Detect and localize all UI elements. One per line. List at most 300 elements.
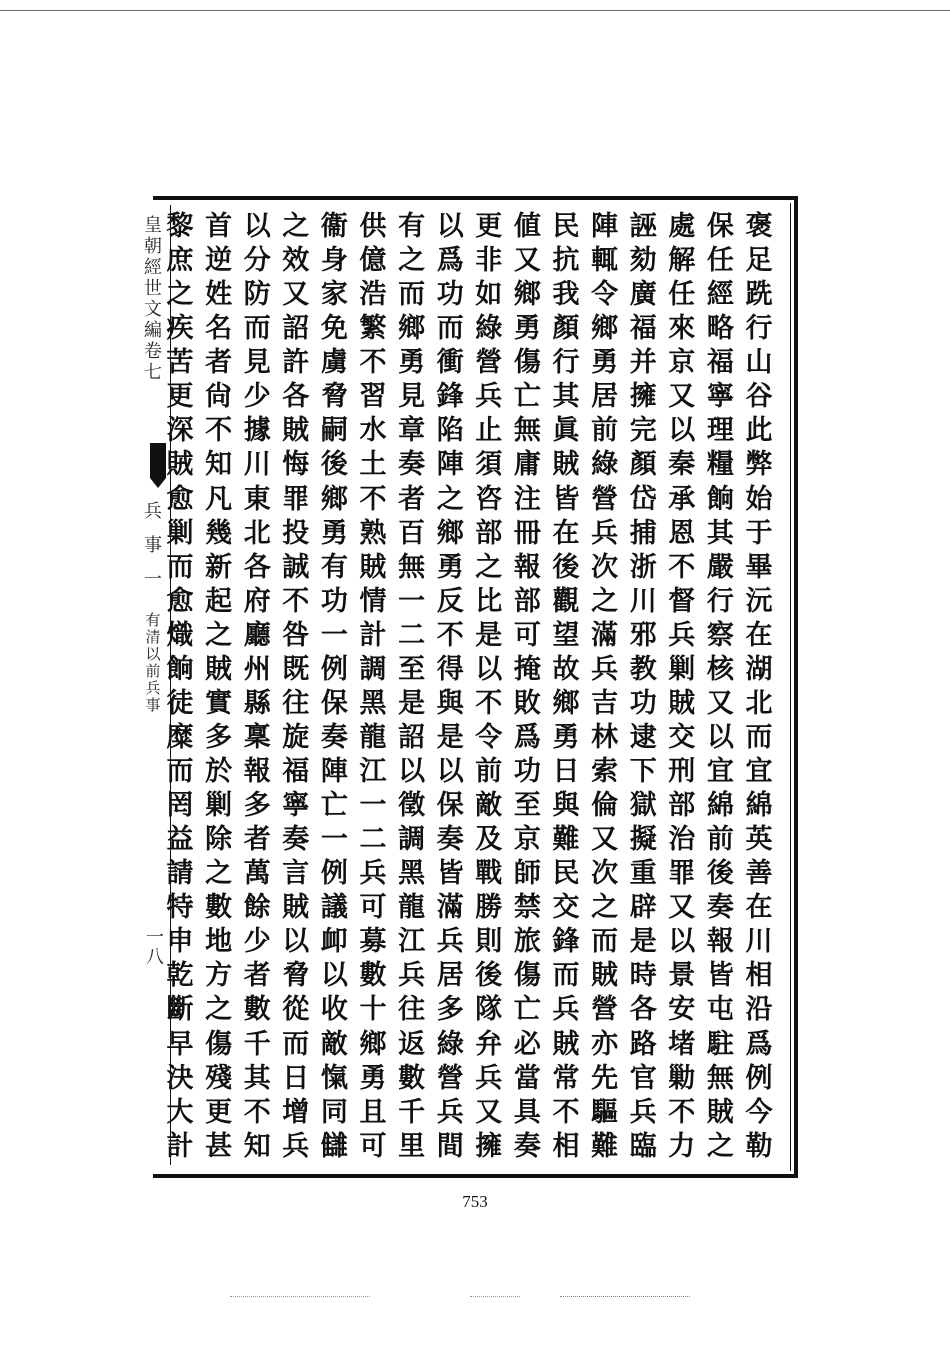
glyph: 部 xyxy=(668,790,696,822)
glyph: 之 xyxy=(282,211,310,242)
glyph: 教 xyxy=(629,653,657,685)
glyph: 少 xyxy=(243,381,271,413)
glyph: 兵 xyxy=(436,1096,464,1128)
glyph: 民 xyxy=(552,858,580,890)
glyph: 在 xyxy=(552,517,580,549)
glyph: 請 xyxy=(166,858,194,890)
glyph: 官 xyxy=(629,1062,657,1094)
glyph: 臨 xyxy=(629,1130,657,1162)
glyph: 民 xyxy=(552,211,580,242)
glyph: 深 xyxy=(166,415,194,447)
glyph: 計 xyxy=(359,619,387,651)
glyph: 勇 xyxy=(436,551,464,583)
glyph: 傷 xyxy=(513,960,541,992)
glyph: 殘 xyxy=(205,1062,233,1094)
glyph: 來 xyxy=(668,313,696,345)
glyph: 各 xyxy=(243,551,271,583)
glyph: 罔 xyxy=(166,790,194,822)
glyph: 之 xyxy=(436,483,464,515)
glyph: 督 xyxy=(668,585,696,617)
glyph: 以 xyxy=(436,211,464,242)
subsection-label: 有清以前兵事 xyxy=(145,611,161,714)
glyph: 亡 xyxy=(320,790,348,822)
glyph: 黑 xyxy=(398,858,426,890)
glyph: 里 xyxy=(398,1130,426,1162)
glyph: 鄉 xyxy=(552,687,580,719)
glyph: 居 xyxy=(591,381,619,413)
glyph: 下 xyxy=(629,756,657,787)
glyph: 如 xyxy=(475,279,503,311)
glyph: 福 xyxy=(629,313,657,345)
glyph: 當 xyxy=(513,1062,541,1094)
text-column xyxy=(393,212,431,1162)
glyph: 綿 xyxy=(706,790,734,822)
glyph: 水 xyxy=(359,415,387,447)
glyph: 尙 xyxy=(205,381,233,413)
glyph: 萬 xyxy=(243,858,271,890)
glyph: 相 xyxy=(745,960,773,992)
glyph: 兵 xyxy=(629,1096,657,1128)
glyph: 勇 xyxy=(359,1062,387,1094)
glyph: 且 xyxy=(359,1096,387,1128)
glyph: 奏 xyxy=(513,1130,541,1162)
glyph: 悔 xyxy=(282,449,310,481)
page-number: 753 xyxy=(462,1192,488,1211)
glyph: 浙 xyxy=(629,551,657,583)
glyph: 足 xyxy=(745,245,773,277)
glyph: 衞 xyxy=(320,211,348,242)
glyph: 益 xyxy=(166,824,194,856)
glyph: 功 xyxy=(320,585,348,617)
glyph: 州 xyxy=(243,653,271,685)
glyph: 部 xyxy=(475,517,503,549)
glyph: 議 xyxy=(320,892,348,924)
glyph: 力 xyxy=(668,1130,696,1162)
glyph: 前 xyxy=(706,824,734,856)
glyph: 必 xyxy=(513,1028,541,1060)
glyph: 福 xyxy=(282,756,310,787)
glyph: 奏 xyxy=(320,721,348,753)
glyph: 賊 xyxy=(282,415,310,447)
glyph: 分 xyxy=(243,245,271,277)
glyph: 在 xyxy=(745,892,773,924)
glyph: 及 xyxy=(475,824,503,856)
glyph: 身 xyxy=(320,245,348,277)
glyph: 不 xyxy=(282,585,310,617)
glyph: 禁 xyxy=(513,892,541,924)
glyph: 亦 xyxy=(591,1028,619,1060)
glyph: 掩 xyxy=(513,653,541,685)
glyph: 首 xyxy=(205,211,233,242)
glyph: 嗣 xyxy=(320,415,348,447)
glyph: 甚 xyxy=(205,1130,233,1162)
glyph: 各 xyxy=(282,381,310,413)
glyph: 繁 xyxy=(359,313,387,345)
glyph: 增 xyxy=(282,1096,310,1128)
glyph: 堵 xyxy=(668,1028,696,1060)
glyph: 勦 xyxy=(668,1062,696,1094)
glyph: 亡 xyxy=(513,381,541,413)
glyph: 理 xyxy=(706,415,734,447)
glyph: 行 xyxy=(552,347,580,379)
glyph: 不 xyxy=(359,347,387,379)
glyph: 交 xyxy=(552,892,580,924)
text-column xyxy=(315,212,353,1162)
glyph: 無 xyxy=(513,415,541,447)
glyph: 營 xyxy=(436,1062,464,1094)
glyph: 不 xyxy=(668,1096,696,1128)
glyph: 糜 xyxy=(166,721,194,753)
glyph: 擁 xyxy=(629,381,657,413)
glyph: 而 xyxy=(166,756,194,787)
glyph: 大 xyxy=(166,1096,194,1128)
glyph: 承 xyxy=(668,483,696,515)
glyph: 庸 xyxy=(513,449,541,481)
glyph: 凡 xyxy=(205,483,233,515)
section-label: 兵事一 xyxy=(144,501,162,590)
glyph: 數 xyxy=(205,892,233,924)
glyph: 乾 xyxy=(166,960,194,992)
glyph: 以 xyxy=(668,926,696,958)
glyph: 駐 xyxy=(706,1028,734,1060)
glyph: 例 xyxy=(745,1062,773,1094)
glyph: 鄉 xyxy=(591,313,619,345)
glyph: 斷 xyxy=(166,994,194,1026)
glyph: 與 xyxy=(436,687,464,719)
glyph: 餉 xyxy=(706,483,734,515)
glyph: 實 xyxy=(205,687,233,719)
glyph: 此 xyxy=(745,415,773,447)
glyph: 在 xyxy=(745,619,773,651)
glyph: 咎 xyxy=(282,619,310,651)
glyph: 更 xyxy=(205,1096,233,1128)
glyph: 兵 xyxy=(475,381,503,413)
text-column xyxy=(547,212,585,1162)
glyph: 林 xyxy=(591,721,619,753)
glyph: 家 xyxy=(320,279,348,311)
glyph: 邪 xyxy=(629,619,657,651)
glyph: 輒 xyxy=(591,245,619,277)
glyph: 重 xyxy=(629,858,657,890)
glyph: 完 xyxy=(629,415,657,447)
glyph: 以 xyxy=(706,721,734,753)
glyph: 供 xyxy=(359,211,387,242)
glyph: 鄉 xyxy=(513,279,541,311)
glyph: 兵 xyxy=(282,1130,310,1162)
glyph: 以 xyxy=(282,926,310,958)
glyph: 常 xyxy=(552,1062,580,1094)
glyph: 谷 xyxy=(745,381,773,413)
glyph: 爲 xyxy=(513,721,541,753)
glyph: 褒 xyxy=(745,211,773,242)
glyph: 稟 xyxy=(243,721,271,753)
glyph: 居 xyxy=(436,960,464,992)
glyph: 京 xyxy=(513,824,541,856)
glyph: 治 xyxy=(668,824,696,856)
glyph: 早 xyxy=(166,1028,194,1060)
glyph: 億 xyxy=(359,245,387,277)
glyph: 據 xyxy=(243,415,271,447)
glyph: 寧 xyxy=(706,381,734,413)
glyph: 綠 xyxy=(475,313,503,345)
glyph: 愈 xyxy=(166,585,194,617)
glyph: 難 xyxy=(552,824,580,856)
glyph: 防 xyxy=(243,279,271,311)
glyph: 既 xyxy=(282,653,310,685)
glyph: 多 xyxy=(436,994,464,1026)
glyph: 見 xyxy=(398,381,426,413)
glyph: 衝 xyxy=(436,347,464,379)
glyph: 咨 xyxy=(475,483,503,515)
glyph: 徒 xyxy=(166,687,194,719)
glyph: 姓 xyxy=(205,279,233,311)
glyph: 英 xyxy=(745,824,773,856)
glyph: 報 xyxy=(706,926,734,958)
glyph: 以 xyxy=(320,960,348,992)
glyph: 百 xyxy=(398,517,426,549)
glyph: 弁 xyxy=(475,1028,503,1060)
glyph: 可 xyxy=(513,619,541,651)
glyph: 今 xyxy=(745,1096,773,1128)
glyph: 日 xyxy=(552,756,580,787)
glyph: 核 xyxy=(706,653,734,685)
glyph: 次 xyxy=(591,551,619,583)
glyph: 宜 xyxy=(745,756,773,787)
text-column xyxy=(200,212,238,1162)
glyph: 福 xyxy=(706,347,734,379)
glyph: 倫 xyxy=(591,790,619,822)
glyph: 川 xyxy=(243,449,271,481)
glyph: 其 xyxy=(706,517,734,549)
glyph: 賊 xyxy=(552,1028,580,1060)
glyph: 以 xyxy=(243,211,271,242)
glyph: 索 xyxy=(591,756,619,787)
glyph: 奏 xyxy=(706,892,734,924)
glyph: 而 xyxy=(552,960,580,992)
glyph: 於 xyxy=(205,756,233,787)
glyph: 糧 xyxy=(706,449,734,481)
glyph: 勝 xyxy=(475,892,503,924)
glyph: 擬 xyxy=(629,824,657,856)
glyph: 調 xyxy=(398,824,426,856)
text-column xyxy=(701,212,739,1162)
glyph: 兵 xyxy=(475,1062,503,1094)
glyph: 營 xyxy=(591,994,619,1026)
text-column xyxy=(238,212,276,1162)
text-column xyxy=(586,212,624,1162)
glyph: 決 xyxy=(166,1062,194,1094)
glyph: 剿 xyxy=(166,517,194,549)
glyph: 餘 xyxy=(243,892,271,924)
glyph: 更 xyxy=(475,211,503,242)
glyph: 後 xyxy=(706,858,734,890)
glyph: 縣 xyxy=(243,687,271,719)
glyph: 眞 xyxy=(552,415,580,447)
glyph: 章 xyxy=(398,415,426,447)
glyph: 始 xyxy=(745,483,773,515)
glyph: 以 xyxy=(668,415,696,447)
glyph: 起 xyxy=(205,585,233,617)
glyph: 宜 xyxy=(706,756,734,787)
glyph: 兵 xyxy=(552,994,580,1026)
glyph: 先 xyxy=(591,1062,619,1094)
glyph: 時 xyxy=(629,960,657,992)
glyph: 畢 xyxy=(745,551,773,583)
glyph: 鋒 xyxy=(436,381,464,413)
glyph: 功 xyxy=(629,687,657,719)
glyph: 我 xyxy=(552,279,580,311)
glyph: 其 xyxy=(243,1062,271,1094)
glyph: 綿 xyxy=(745,790,773,822)
glyph: 江 xyxy=(359,756,387,787)
glyph: 勒 xyxy=(745,1130,773,1162)
glyph: 陣 xyxy=(320,756,348,787)
glyph: 値 xyxy=(513,211,541,242)
glyph: 後 xyxy=(552,551,580,583)
glyph: 保 xyxy=(320,687,348,719)
glyph: 嚴 xyxy=(706,551,734,583)
glyph: 方 xyxy=(205,960,233,992)
glyph: 者 xyxy=(243,824,271,856)
glyph: 府 xyxy=(243,585,271,617)
glyph: 又 xyxy=(282,279,310,311)
glyph: 罪 xyxy=(282,483,310,515)
glyph: 前 xyxy=(475,756,503,787)
glyph: 一 xyxy=(359,790,387,822)
text-column xyxy=(277,212,315,1162)
glyph: 望 xyxy=(552,619,580,651)
glyph: 之 xyxy=(475,551,503,583)
glyph: 辟 xyxy=(629,892,657,924)
glyph: 吉 xyxy=(591,687,619,719)
glyph: 經 xyxy=(706,279,734,311)
glyph: 而 xyxy=(436,313,464,345)
glyph: 疾 xyxy=(166,313,194,345)
glyph: 往 xyxy=(398,994,426,1026)
glyph: 脅 xyxy=(320,381,348,413)
glyph: 往 xyxy=(282,687,310,719)
glyph: 行 xyxy=(745,313,773,345)
glyph: 廳 xyxy=(243,619,271,651)
glyph: 又 xyxy=(513,245,541,277)
glyph: 湖 xyxy=(745,653,773,685)
glyph: 獄 xyxy=(629,790,657,822)
glyph: 剿 xyxy=(668,653,696,685)
glyph: 難 xyxy=(591,1130,619,1162)
glyph: 其 xyxy=(552,381,580,413)
glyph: 勇 xyxy=(591,347,619,379)
glyph: 逆 xyxy=(205,245,233,277)
glyph: 營 xyxy=(591,483,619,515)
glyph: 賊 xyxy=(282,892,310,924)
glyph: 有 xyxy=(398,211,426,242)
glyph: 得 xyxy=(436,653,464,685)
glyph: 從 xyxy=(282,994,310,1026)
glyph: 間 xyxy=(436,1130,464,1162)
glyph: 刑 xyxy=(668,756,696,787)
glyph: 是 xyxy=(436,721,464,753)
glyph: 千 xyxy=(398,1096,426,1128)
glyph: 之 xyxy=(205,994,233,1026)
text-column xyxy=(161,212,199,1162)
glyph: 愈 xyxy=(166,483,194,515)
glyph: 新 xyxy=(205,551,233,583)
glyph: 二 xyxy=(359,824,387,856)
glyph: 敗 xyxy=(513,687,541,719)
glyph: 詔 xyxy=(398,721,426,753)
glyph: 庶 xyxy=(166,245,194,277)
glyph: 鄉 xyxy=(320,483,348,515)
glyph: 而 xyxy=(166,551,194,583)
glyph: 并 xyxy=(629,347,657,379)
glyph: 知 xyxy=(243,1130,271,1162)
glyph: 脅 xyxy=(282,960,310,992)
glyph: 察 xyxy=(706,619,734,651)
glyph: 故 xyxy=(552,653,580,685)
glyph: 兵 xyxy=(591,517,619,549)
glyph: 十 xyxy=(359,994,387,1026)
glyph: 非 xyxy=(475,245,503,277)
text-column xyxy=(431,212,469,1162)
glyph: 多 xyxy=(243,790,271,822)
glyph: 爲 xyxy=(745,1028,773,1060)
glyph: 捕 xyxy=(629,517,657,549)
glyph: 又 xyxy=(706,687,734,719)
glyph: 報 xyxy=(243,756,271,787)
glyph: 師 xyxy=(513,858,541,890)
glyph: 而 xyxy=(282,1028,310,1060)
glyph: 勇 xyxy=(320,517,348,549)
glyph: 勇 xyxy=(552,721,580,753)
glyph: 浩 xyxy=(359,279,387,311)
glyph: 滿 xyxy=(436,892,464,924)
glyph: 熾 xyxy=(166,619,194,651)
glyph: 之 xyxy=(205,619,233,651)
glyph: 北 xyxy=(745,687,773,719)
glyph: 沅 xyxy=(745,585,773,617)
glyph: 功 xyxy=(513,756,541,787)
glyph: 綠 xyxy=(436,1028,464,1060)
glyph: 路 xyxy=(629,1028,657,1060)
glyph: 鄉 xyxy=(398,313,426,345)
glyph: 比 xyxy=(475,585,503,617)
glyph: 奏 xyxy=(398,449,426,481)
glyph: 可 xyxy=(359,892,387,924)
glyph: 解 xyxy=(668,245,696,277)
glyph: 返 xyxy=(398,1028,426,1060)
glyph: 誣 xyxy=(629,211,657,242)
glyph: 兵 xyxy=(436,926,464,958)
glyph: 習 xyxy=(359,381,387,413)
glyph: 而 xyxy=(398,279,426,311)
glyph: 川 xyxy=(745,926,773,958)
glyph: 奏 xyxy=(282,824,310,856)
glyph: 不 xyxy=(552,1096,580,1128)
text-column xyxy=(663,212,701,1162)
glyph: 任 xyxy=(668,279,696,311)
glyph: 山 xyxy=(745,347,773,379)
glyph: 略 xyxy=(706,313,734,345)
text-column xyxy=(624,212,662,1162)
glyph: 至 xyxy=(398,653,426,685)
glyph: 廣 xyxy=(629,279,657,311)
glyph: 傷 xyxy=(205,1028,233,1060)
glyph: 黎 xyxy=(166,211,194,242)
glyph: 而 xyxy=(243,313,271,345)
glyph: 多 xyxy=(205,721,233,753)
text-column xyxy=(508,212,546,1162)
glyph: 部 xyxy=(513,585,541,617)
